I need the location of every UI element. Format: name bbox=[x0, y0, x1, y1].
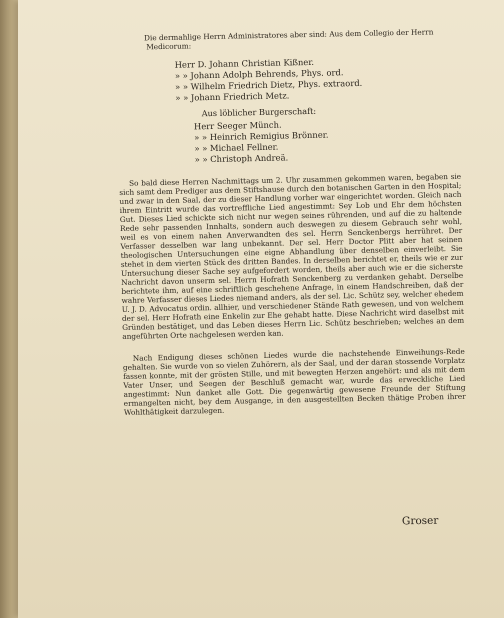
page-text-block bbox=[116, 27, 466, 417]
citizen-member: Herr Seeger Münch. bbox=[193, 119, 282, 132]
citizen-member: » » Heinrich Remigius Brönner. bbox=[194, 129, 329, 143]
citizens-heading: Aus löblicher Burgerschaft: bbox=[201, 105, 317, 119]
medicorum-member: Herr D. Johann Christian Kißner. bbox=[174, 56, 315, 70]
paragraph-dedication-speech: Nach Endigung dieses schönen Liedes wurde die nachstehende Einweihungs-Rede gehalten. Sie wurde von so vielen Zuhörern, als der Saal, und der daran stossende Vorplatz fassen konnte, mit der grösten Stille, und mit bewegten Herzen angehört: und als mit dem Vater Unser, und Seegen der Beschluß gemacht war, wurde das erweckliche Lied angestimmt: Nun danket alle Gott. Die gegenwärtig gewesene Freunde der Stiftung ermangelten nicht, bey dem Ausgange, in den ausgestellten Becken thätige Proben ihrer Wohlthätigkeit darzulegen. bbox=[122, 346, 466, 417]
medicorum-list bbox=[175, 54, 460, 104]
citizen-member: » » Michael Fellner. bbox=[194, 141, 279, 154]
medicorum-member: » » Johann Adolph Behrends, Phys. ord. bbox=[174, 67, 344, 81]
catchword: Groser bbox=[401, 514, 439, 528]
paragraph-ceremony: So bald diese Herren Nachmittags um 2. Uhr zusammen gekommen waren, begaben sie sich samt dem Prediger aus dem Stiftshause durch den botanischen Garten in den Hospital; und zwar in den Saal, der zu dieser Handlung vorher war eingerichtet worden. Gleich nach ihrem Eintritt wurde das vortreffliche Lied angestimmt: Sey Lob und Ehr dem höchsten Gut. Dieses Lied schickte sich nicht nur wegen seines rührenden, und auf die zu haltende Rede sehr passenden Innhalts, sondern auch deswegen zu diesem Gebrauch sehr wohl, weil es von einem nahen Anverwandten des sel. Herrn Senckenbergs herrühret. Der Verfasser desselben war lang unbekannt. Der sel. Herr Doctor Plitt aber hat seinen theologischen Untersuchungen eine eigne Abhandlung über denselben einverleibt. Sie stehet in dem vierten Stück des dritten Bandes. In derselben berichtet er, theils wie er zur Untersuchung dieser Sache sey aufgefordert worden, theils aber auch wie er die sicherste Nachricht davon unserm sel. Herrn Hofrath Senckenberg zu verdanken gehabt. Derselbe berichtete ihm, auf eine schriftlich geschehene Anfrage, in einem Handschreiben, daß der wahre Verfasser dieses Liedes niemand anders, als der sel. Lic. Schütz sey, welcher ehedem U. J. D. Advocatus ordin. allhier, und verschiedener Stände Rath gewesen, und von welchem der sel. Herr Hofrath eine Enkelin zur Ehe gehabt hatte. Diese Nachricht wird daselbst mit Gründen bestätiget, und das Leben dieses Herrn Lic. Schütz beschrieben; welches an dem angeführten Orte nachgelesen werden kan. bbox=[119, 171, 465, 341]
citizen-member: » » Christoph Andreä. bbox=[194, 152, 289, 165]
administrators-heading: Die dermahlige Herrn Administratores aber sind: Aus dem Collegio der Herrn Medicorum: bbox=[143, 27, 434, 52]
medicorum-member: » » Wilhelm Friedrich Dietz, Phys. extraord. bbox=[175, 77, 363, 92]
medicorum-member: » » Johann Friedrich Metz. bbox=[175, 90, 290, 103]
citizens-list bbox=[194, 116, 461, 166]
book-binding-edge bbox=[0, 0, 18, 618]
